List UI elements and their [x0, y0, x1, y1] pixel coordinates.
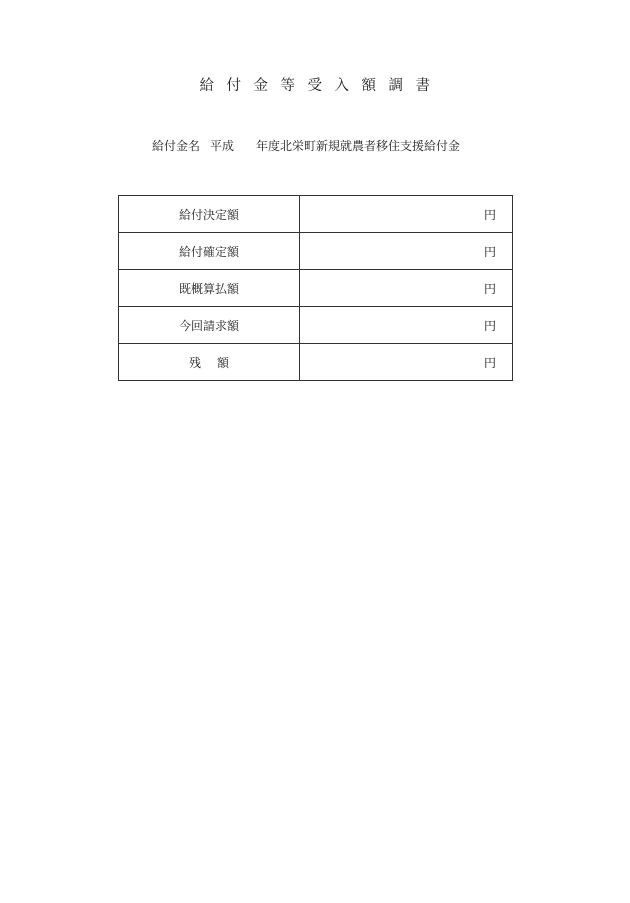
row-value-balance: 円 [300, 344, 513, 381]
grant-name-value: 年度北栄町新規就農者移住支援給付金 [256, 139, 461, 153]
row-value-decided-amount: 円 [300, 196, 513, 233]
row-label-current-request: 今回請求額 [119, 307, 300, 344]
document-title: 給付金等受入額調書 [199, 78, 443, 94]
table-row [119, 270, 513, 307]
table-row [119, 196, 513, 233]
row-value-current-request: 円 [300, 307, 513, 344]
table-row [119, 307, 513, 344]
grant-name-label: 給付金名 [152, 139, 201, 153]
amount-table [118, 195, 513, 381]
row-label-prepaid-amount: 既概算払額 [119, 270, 300, 307]
era-label: 平成 [210, 139, 235, 153]
row-value-confirmed-amount: 円 [300, 233, 513, 270]
row-label-confirmed-amount: 給付確定額 [119, 233, 300, 270]
row-value-prepaid-amount: 円 [300, 270, 513, 307]
table-row [119, 344, 513, 381]
grant-name-line [152, 137, 460, 155]
table-row [119, 233, 513, 270]
row-label-decided-amount: 給付決定額 [119, 196, 300, 233]
balance-label-text: 残額 [188, 355, 245, 370]
row-label-balance [119, 344, 300, 381]
